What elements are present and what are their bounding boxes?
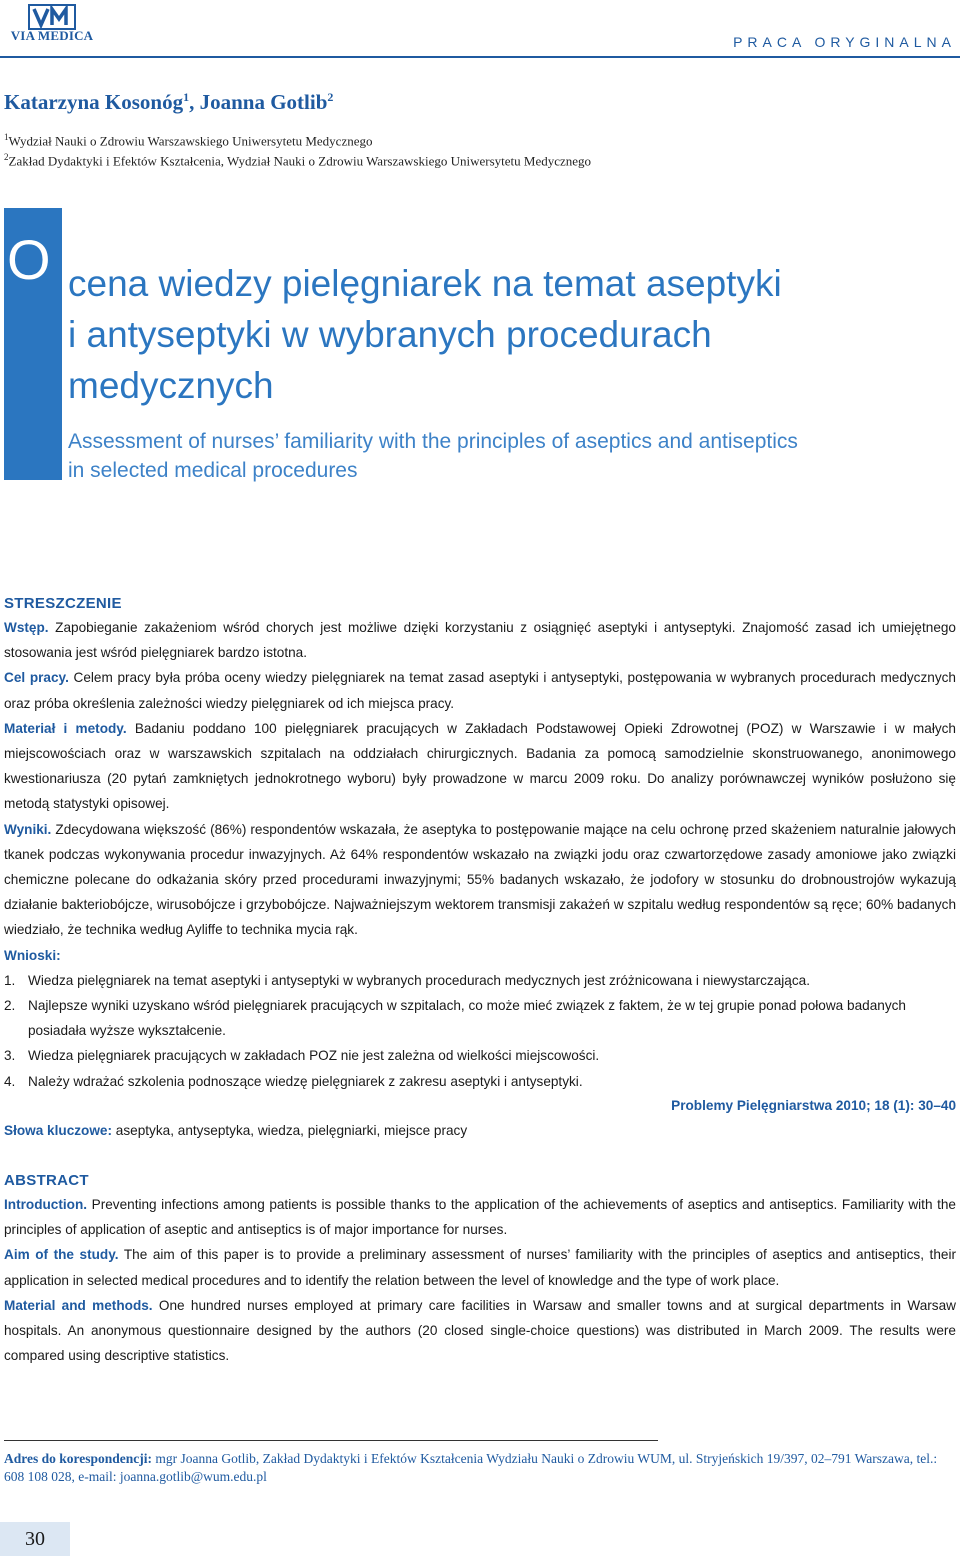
title-polish: cena wiedzy pielęgniarek na temat aseptyki i antyseptyki w wybranych procedurach medycznych <box>68 263 782 406</box>
list-item: 2. Najlepsze wyniki uzyskano wśród pielęgniarek pracujących w szpitalach, co może mieć związek z faktem, że w tej grupie ponad połowa badanych posiadała wyższe wykształcenie. <box>4 998 906 1039</box>
article-title-block <box>4 208 934 480</box>
author-name: Katarzyna Kosonóg <box>4 90 184 114</box>
introduction-paragraph: Introduction. Preventing infections among patients is possible thanks to the application of the achievements of aseptics and antiseptics. Familiarity with the principles of application of aseptic and antiseptics is of major importance for nurses. <box>4 1197 956 1238</box>
journal-citation: Problemy Pielęgniarstwa 2010; 18 (1): 30–40 <box>671 1097 956 1113</box>
correspondence-footnote: Adres do korespondencji: mgr Joanna Gotlib, Zakład Dydaktyki i Efektów Kształcenia Wydziału Nauki o Zdrowiu WUM, ul. Stryjeńskich 19/397, 02–791 Warszawa, tel.: 608 108 028, e-mail: joanna.gotlib@wum.edu.pl <box>4 1451 938 1484</box>
page-number: 30 <box>0 1522 70 1556</box>
list-item: 4. Należy wdrażać szkolenia podnoszące wiedzę pielęgniarek z zakresu aseptyki i antyseptyki. <box>4 1073 583 1089</box>
cel-paragraph: Cel pracy. Celem pracy była próba oceny wiedzy pielęgniarek na temat zasad aseptyki i antyseptyki, postępowania w wybranych procedurach medycznych oraz próba określenia zależności wiedzy pielęgniarek od ich miejsca pracy. <box>4 670 956 711</box>
keywords: Słowa kluczowe: aseptyka, antyseptyka, wiedza, pielęgniarki, miejsce pracy <box>4 1122 468 1138</box>
streszczenie-section <box>4 595 956 1144</box>
wstep-paragraph: Wstęp. Zapobieganie zakażeniom wśród chorych jest możliwe dzięki korzystaniu z osiągnięć aseptyki i antyseptyki. Znajomość zasad ich umiejętnego stosowania jest wśród pielęgniarek bardzo istotna. <box>4 620 956 661</box>
material-paragraph: Materiał i metody. Badaniu poddano 100 pielęgniarek pracujących w Zakładach Podstawowej Opieki Zdrowotnej (POZ) w Warszawie i w małych miejscowościach oraz w warszawskich szpitalach na oddziałach chirurgicznych. Badania za pomocą samodzielnie skonstruowanego, anonimowego kwestionariusza (20 pytań zamkniętych jednokrotnego wyboru) były prowadzone w marcu 2009 roku. Do analizy porównawczej wyników posłużono się metodą statystyki opisowej. <box>4 720 956 812</box>
wnioski-list <box>4 968 956 1094</box>
wnioski-heading: Wnioski: <box>4 947 61 963</box>
affiliation-line: $^1$Wydział Nauki o Zdrowiu Warszawskiego Uniwersytetu Medycznego <box>4 132 373 149</box>
footnote-divider <box>4 1440 658 1441</box>
streszczenie-heading: STRESZCZENIE <box>4 595 122 612</box>
aim-paragraph: Aim of the study. The aim of this paper is to provide a preliminary assessment of nurses’ familiarity with the principles of aseptics and antiseptics, their application in selected medical procedures and to identify the relation between the level of knowledge and the type of work place. <box>4 1247 956 1288</box>
via-medica-logo-icon <box>28 4 76 30</box>
wyniki-paragraph: Wyniki. Zdecydowana większość (86%) respondentów wskazała, że aseptyka to postępowanie mające na celu ochronę przed skażeniem naturalnie jałowych tkanek podczas wykonywania procedur inwazyjnych. Aż 64% respondentów wskazało na związki jodu oraz czwartorzędowe zasady amoniowe jako związki chemiczne polecane do odkażania skóry przed procedurami inwazyjnymi; 55% badanych wskazało, że jodofory w stosunku do drobnoustrojów wykazują działanie bakteriobójcze, wirusobójcze i grzybobójcze. Najważniejszym wektorem transmisji zakażeń w szpitalu według respondentów są ręce; 60% badanych wiedziało, że technika według Ayliffe to technika mycia rąk. <box>4 821 956 938</box>
abstract-section <box>4 1172 956 1368</box>
section-label: PRACA ORYGINALNA <box>733 34 956 50</box>
author-list <box>4 90 333 115</box>
affiliation-line: $^2$Zakład Dydaktyki i Efektów Kształcenia, Wydział Nauki o Zdrowiu Warszawskiego Uniwersytetu Medycznego <box>4 152 592 169</box>
abstract-heading: ABSTRACT <box>4 1172 89 1189</box>
methods-paragraph: Material and methods. One hundred nurses employed at primary care facilities in Warsaw and smaller towns and at surgical departments in Warsaw hospitals. An anonymous questionnaire designed by the authors (20 closed single-choice questions) was distributed in March 2009. The results were compared using descriptive statistics. <box>4 1297 956 1364</box>
title-initial: O <box>7 228 51 291</box>
logo-text: VIA MEDICA <box>10 28 94 43</box>
affiliation-marker: 2 <box>327 90 334 104</box>
affiliations <box>4 129 591 170</box>
list-item: 3. Wiedza pielęgniarek pracujących w zakładach POZ nie jest zależna od wielkości miejscowości. <box>4 1048 600 1064</box>
header-divider <box>0 56 960 58</box>
list-item: 1. Wiedza pielęgniarek na temat aseptyki i antyseptyki w wybranych procedurach medycznych jest zróżnicowana i niewystarczająca. <box>4 972 810 988</box>
title-english: Assessment of nurses’ familiarity with the principles of aseptics and antiseptics in selected medical procedures <box>68 430 798 482</box>
author-separator: , <box>189 90 200 114</box>
via-medica-logo <box>6 4 98 44</box>
author-name: Joanna Gotlib <box>199 90 328 114</box>
title-initial-bar <box>4 208 62 480</box>
affiliation-marker: 1 <box>183 90 190 104</box>
